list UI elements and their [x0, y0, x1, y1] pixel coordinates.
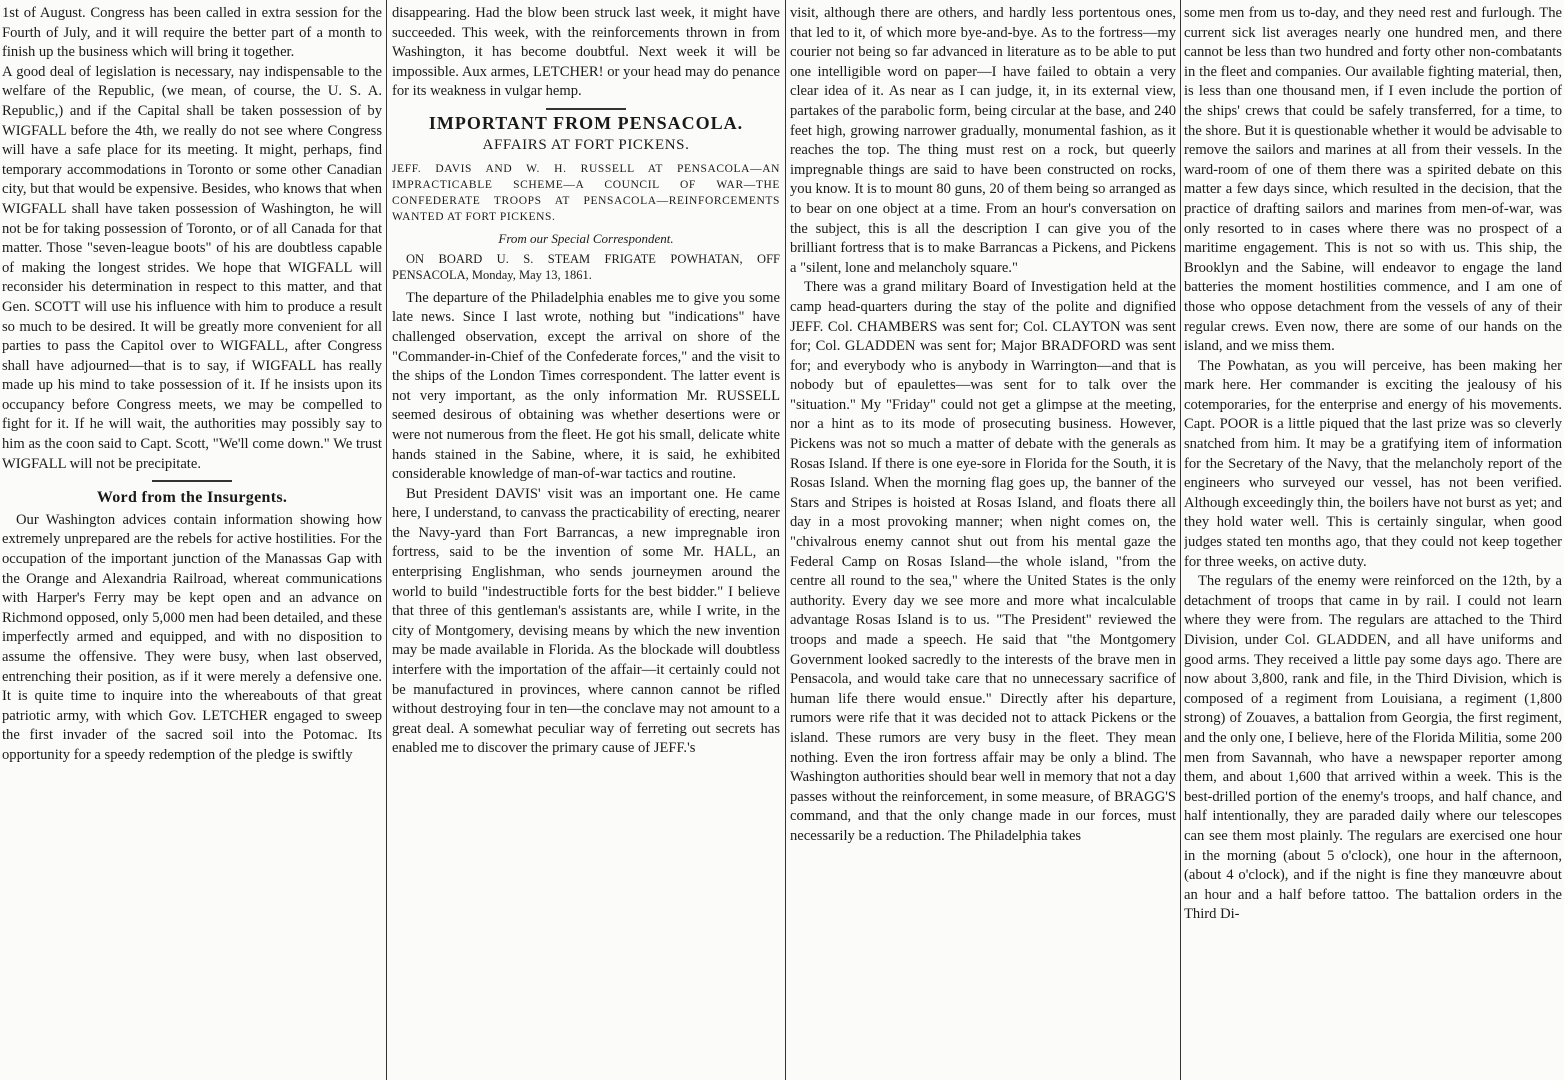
dateline: ON BOARD U. S. STEAM FRIGATE POWHATAN, OFF PENSACOLA, Monday, May 13, 1861. — [392, 251, 780, 282]
paragraph: some men from us to-day, and they need rest and furlough. The current sick list averages nearly one hundred men, and there cannot be less than two hundred and forty other non-combatants in the fleet and companies. Our available fighting material, then, is less than one thousand men, if I even include the portion of the ships' crews that could be safely transferred, for a time, to the shore. But it is questionable whether it would be advisable to remove the sailors and marines at all from their vessels. In the ward-room of one of them there was a spirited debate on this matter a few days since, which resulted in the decision, that the practice of drafting sailors and marines from men-of-war, was only resorted to in cases where there was no prospect of a maritime engagement. This is not so with us. This ship, the Brooklyn and the Sabine, will endeavor to engage the land batteries the moment hostilities commence, and I am one of those who oppose detachment from the vessels of any of their regular crews. Even now, there are some of our hands on the island, and we miss them. — [1184, 5, 1562, 355]
article-subhead: AFFAIRS AT FORT PICKENS. — [482, 136, 690, 153]
paragraph: There was a grand military Board of Investigation held at the camp head-quarters during the stay of the polite and dignified JEFF. Col. CHAMBERS was sent for; Col. CLAYTON was sent for; Col. GLADDEN was sent for; Major BRADFORD was sent for; and everybody who is anybody in Warrington—and that is nobody but of epaulettes—was sent for to talk over the "situation." My "Friday" could not get a glimpse at the meeting, nor a hint as to its mode of prosecuting business. However, Pickens was not so much a matter of debate with the generals as Rosas Island. If there is one eye-sore in Florida for the South, it is Rosas Island. When the morning flag goes up, the banner of the Stars and Stripes is hoisted at Rosas Island, and floats there all day in a most provoking manner; when night comes on, the "chivalrous enemy cannot shut out from his mental gaze the Federal Camp on Rosas Island—the whole island, "from the centre all round to the sea," where the United States is the only authority. Every day we see more and more what incalculable advantage Rosas Island is to us. "The President" reviewed the troops and made a speech. He said that "the Montgomery Government looked sacredly to the interests of the brave men in Pensacola, and would take care that no unnecessary sacrifice of human life there would ensue." Directly after his departure, rumors were rife that it was decided not to attack Pickens or the island. These rumors are very busy in the fleet. They mean nothing. Even the iron fortress affair may be only a blind. The Washington authorities should bear well in memory that not a day passes without the reinforcement, in some measure, of BRAGG'S command, and that the only change made in our forces, must necessarily be a reduction. The Philadelphia takes — [790, 279, 1176, 844]
section-divider — [546, 108, 626, 110]
column-3 — [790, 4, 1176, 1080]
section-divider — [152, 480, 232, 482]
paragraph: Our Washington advices contain information showing how extremely unprepared are the rebels for active hostilities. For the occupation of the important junction of the Manassas Gap with the Orange and Alexandria Railroad, whereat communications with Harper's Ferry may be kept open and an advance on Richmond opposed, only 5,000 men had been detailed, and these imperfectly armed and equipped, and with no disposition to assume the offensive. They were busy, when last observed, entrenching their position, as if it were merely a defensive one. It is quite time to inquire into the whereabouts of that great patriotic army, with which Gov. LETCHER engaged to sweep the first invader of the sacred soil into the Potomac. Its opportunity for a speedy redemption of the pledge is swiftly — [2, 511, 382, 763]
paragraph: The Powhatan, as you will perceive, has been making her mark here. Her commander is exciting the jealousy of his cotemporaries, for the enterprise and energy of his movements. Capt. POOR is a little piqued that the last prize was so cleverly snatched from him. It may be a gratifying item of information for the Secretary of the Navy, that the melancholy report of the engineers who surveyed our vessel, has not been verified. Although exceedingly thin, the boilers have not burst as yet; and they hold water well. This is certainly singular, when good judges stated ten months ago, that they could not keep together for three weeks, on active duty. — [1184, 357, 1562, 570]
paragraph: A good deal of legislation is necessary, nay indispensable to the welfare of the Republic, (we mean, of course, the U. S. A. Republic,) and if the Capital shall be taken possession of by WIGFALL before the 4th, we really do not see where Congress will have a safe place for its meeting. It might, perhaps, find temporary accommodations in Toronto or some other Canadian city, but that would be expensive. Besides, who knows that when WIGFALL shall have taken possession of Washington, he will not be for taking possession of Toronto, or of all Canada for that matter. Those "seven-league boots" of his are doubtless capable of making the longest strides. We hope that WIGFALL will reconsider his determination in respect to this matter, and that Gen. SCOTT will use his influence with him to produce a result so much to be desired. It will be greatly more convenient for all parties to pass the Capitol over to WIGFALL, after Congress shall have adjourned—that is to say, if WIGFALL has really made up his mind to take possession of it. If he insists upon its occupancy before Congress meets, we may be compelled to fight for it. If he will wait, the authorities may possibly say to him as the coon said to Capt. Scott, "We'll come down." We trust WIGFALL will not be precipitate. — [2, 63, 382, 472]
article-deck: JEFF. DAVIS AND W. H. RUSSELL AT PENSACOLA—AN IMPRACTICABLE SCHEME—A COUNCIL OF WAR—THE CONFEDERATE TROOPS AT PENSACOLA—REINFORCEMENTS WANTED AT FORT PICKENS. — [392, 163, 780, 224]
column-rule — [785, 0, 786, 1080]
column-rule — [1180, 0, 1181, 1080]
paragraph: 1st of August. Congress has been called in extra session for the Fourth of July, and it will require the better part of a month to finish up the business which will bring it together. — [2, 5, 382, 61]
article-headline: IMPORTANT FROM PENSACOLA. — [428, 112, 744, 133]
paragraph: disappearing. Had the blow been struck last week, it might have succeeded. This week, with the reinforcements thrown in from Washington, it has become doubtful. Next week it will be impossible. Aux armes, LETCHER! or your head may do penance for its weakness in vulgar hemp. — [392, 5, 780, 100]
article-heading: Word from the Insurgents. — [96, 489, 288, 507]
paragraph: visit, although there are others, and hardly less portentous ones, that led to it, of which more bye-and-bye. As to the fortress—my courier not being so far advanced in literature as to be able to put one intelligible word on paper—I have failed to obtain a very clear idea of it. As near as I can judge, it, in its external view, partakes of the parabolic form, being circular at the base, and 240 feet high, growing narrower gradually, monumental fashion, as it reaches the top. The thing must rest on a rock, but queerly impregnable things are said to have been constructed on rocks, you know. It is to mount 80 guns, 20 of them being so arranged as to bear on one object at a time. From an hour's conversation on the subject, this is all the description I can give you of the brilliant fortress that is to make Barrancas a Pickens, and Pickens a "silent, lone and melancholy square." — [790, 5, 1176, 276]
column-1 — [2, 4, 382, 1080]
paragraph: But President DAVIS' visit was an important one. He came here, I understand, to canvass the practicability of erecting, nearer the Navy-yard than Fort Barrancas, a new impregnable iron fortress, said to be the invention of some Mr. HALL, an enterprising Englishman, who sends journeymen around the world to build "indestructible forts for the best bidder." I believe that three of this gentleman's assistants are, while I write, in the city of Montgomery, devising means by which the new invention may be made available in Florida. As the blockade will doubtless interfere with the importation of the affair—it certainly could not be manufactured in provinces, where cannon cannot be rifled without destroying four in ten—the conclave may not amount to a great deal. A somewhat peculiar way of ferreting out secrets has enabled me to discover the primary cause of JEFF.'s — [392, 485, 780, 757]
paragraph: The departure of the Philadelphia enables me to give you some late news. Since I last wrote, nothing but "indications" have challenged observation, except the arrival on shore of the "Commander-in-Chief of the Confederate forces," and the visit to the ships of the London Times correspondent. The latter event is not very important, as the only information Mr. RUSSELL seemed desirous of obtaining was whether desertions were or were not numerous from the fleet. He got his small, delicate white hands stained in the Sabine, where, it is said, he exhibited considerable knowledge of man-of-war tactics and routine. — [392, 289, 780, 483]
paragraph: The regulars of the enemy were reinforced on the 12th, by a detachment of troops that came in by rail. I could not learn where they were from. The regulars are attached to the Third Division, under Col. GLADDEN, and all have uniforms and good arms. They received a little pay some days ago. There are now about 3,800, rank and file, in the Third Division, which is composed of a regiment from Louisiana, a regiment (1,800 strong) of Zouaves, a battalion from Georgia, the first regiment, and the only one, I believe, here of the Florida Militia, some 200 men from Savannah, who have a newspaper reporter among them, and about 1,600 that arrived within a week. This is the best-drilled portion of the enemy's troops, and half chance, and half intentionally, they are paraded daily where our telescopes can see them most plainly. The regulars are exercised one hour in the morning (about 5 o'clock), one hour in the afternoon, (about 4 o'clock), and if the night is fine they manœuvre about an hour and a half before tattoo. The battalion orders in the Third Di- — [1184, 573, 1562, 923]
column-4 — [1184, 4, 1562, 1080]
byline: From our Special Correspondent. — [498, 231, 674, 247]
column-rule — [386, 0, 387, 1080]
column-2 — [392, 4, 780, 1080]
